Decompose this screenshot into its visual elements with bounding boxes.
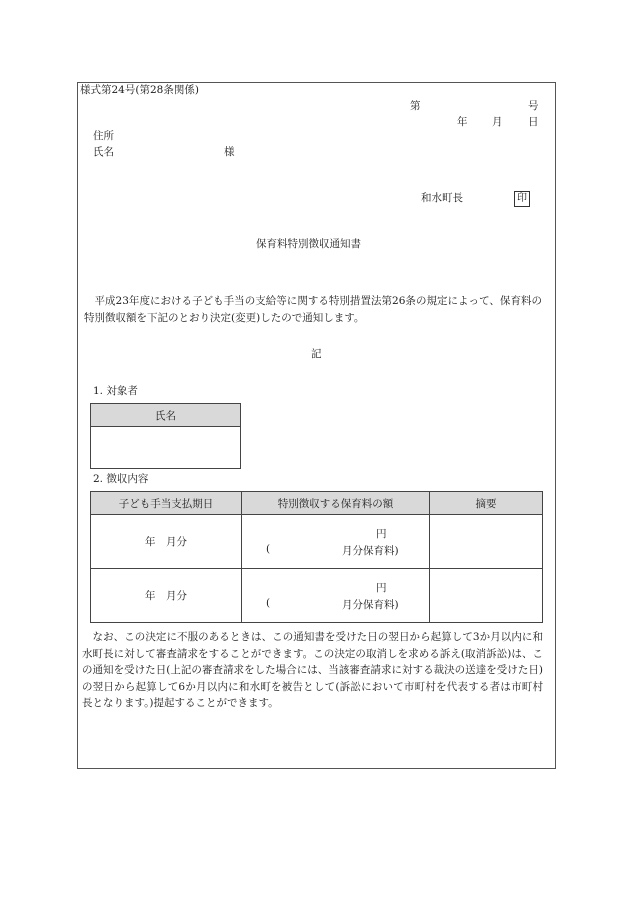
honorific: 様 [224,146,235,158]
date-month: 月 [492,116,503,128]
notice-paragraph: なお、この決定に不服のあるときは、この通知書を受けた日の翌日から起算して3か月以内に和水町長に対して審査請求をすることができます。この決定の取消しを求める訴え(取消訴訟)は、この通知を受けた日(上記の審査請求をした場合には、当該審査請求に対する裁決の送達を受けた日)の翌日から起算して6か月以内に和水町を被告として(訴訟において市町村を代表する者は市町村長となります。)提起することができます。 [82,631,543,709]
name-label: 氏名 [93,146,114,158]
row1-amount [242,515,430,569]
row1-date: 年 月分 [91,515,242,569]
date-day: 日 [528,116,539,128]
col-remarks: 摘要 [430,492,543,515]
section2-heading: 2. 徴収内容 [93,473,149,485]
col-amount: 特別徴収する保育料の額 [242,492,430,515]
row1-detail: 月分保育料) [342,545,399,557]
ki-label: 記 [311,348,322,360]
row1-remarks [430,515,543,569]
row1-paren: ( [266,543,271,555]
doc-title: 保育料特別徴収通知書 [256,238,361,250]
target-table [90,403,241,469]
section1-heading: 1. 対象者 [93,385,138,397]
row2-detail: 月分保育料) [342,599,399,611]
row2-yen: 円 [376,582,387,594]
doc-number-suffix: 号 [528,100,539,112]
row1-yen: 円 [376,528,387,540]
row2-remarks [430,569,543,623]
table-row [91,515,543,569]
target-name-header: 氏名 [91,404,241,427]
body-paragraph: 平成23年度における子ども手当の支給等に関する特別措置法第26条の規定によって、保育料の特別徴収額を下記のとおり決定(変更)したので通知します。 [84,295,542,324]
seal-stamp: 印 [514,191,530,207]
form-label: 様式第24号(第28条関係) [80,84,199,96]
row2-paren: ( [266,597,271,609]
doc-number-prefix: 第 [410,100,421,112]
address-label: 住所 [93,130,114,142]
row2-date: 年 月分 [91,569,242,623]
table-row [91,569,543,623]
issuer-title: 和水町長 [421,192,463,204]
date-year: 年 [457,116,468,128]
row2-amount [242,569,430,623]
collection-table [90,491,543,623]
col-payment-date: 子ども手当支払期日 [91,492,242,515]
target-name-cell [91,427,241,469]
